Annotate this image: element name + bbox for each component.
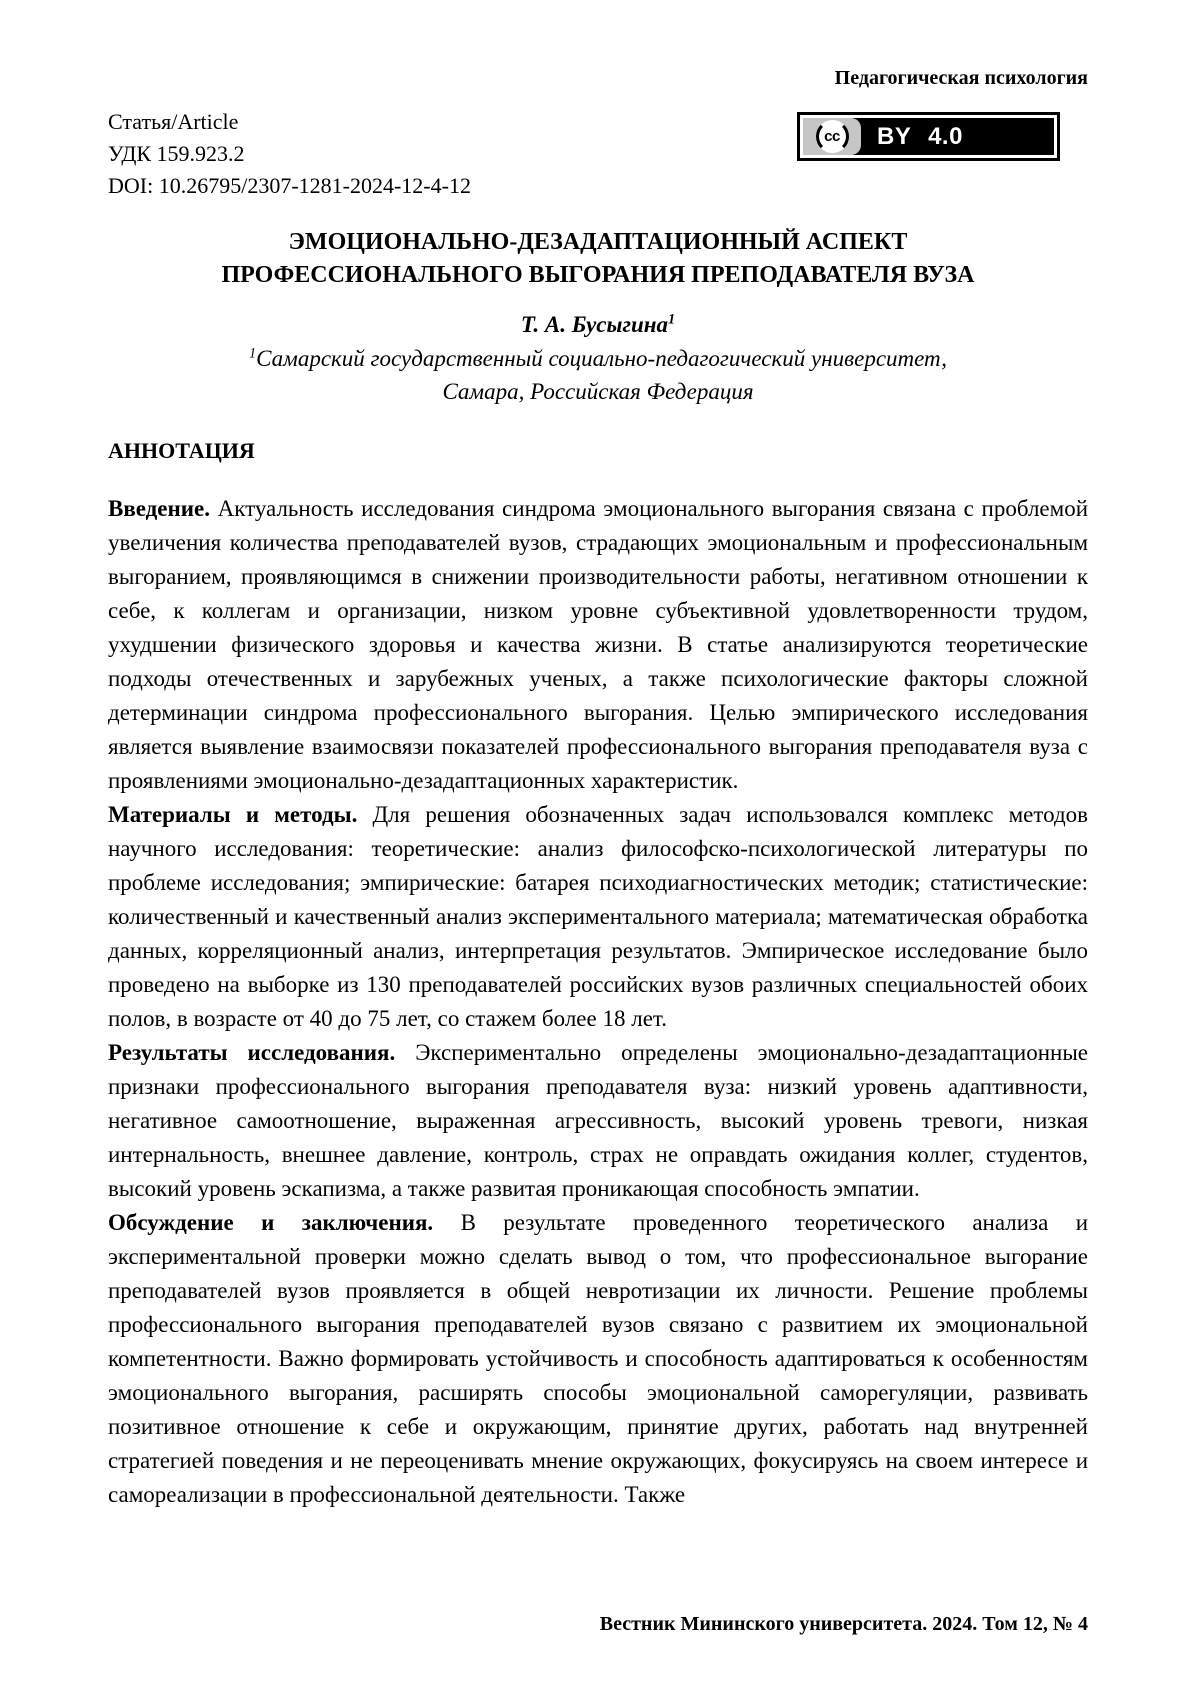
cc-by-license-badge: [797, 112, 1060, 161]
author-affiliation-marker: 1: [668, 311, 676, 328]
article-title-line1: ЭМОЦИОНАЛЬНО-ДЕЗАДАПТАЦИОННЫЙ АСПЕКТ: [288, 229, 908, 255]
affiliation-institution: Самарский государственный социально-педагогический университет,: [256, 346, 947, 371]
affiliation: [108, 342, 1088, 408]
paragraph-label: Введение.: [108, 496, 210, 521]
cc-badge-frame: [800, 115, 1057, 158]
affiliation-marker: 1: [249, 345, 257, 362]
journal-footer: Вестник Мининского университета. 2024. Том 12, № 4: [599, 1613, 1088, 1635]
abstract-paragraph-discussion: [108, 1206, 1088, 1512]
license-label: BY 4.0: [877, 122, 963, 150]
paragraph-label: Результаты исследования.: [108, 1040, 396, 1065]
author-name: Т. А. Бусыгина: [520, 312, 669, 337]
abstract-paragraph-introduction: [108, 492, 1088, 798]
affiliation-location: Самара, Российская Федерация: [442, 379, 754, 404]
cc-logo-panel: [803, 118, 861, 155]
udc-number: УДК 159.923.2: [108, 141, 245, 166]
doi: DOI: 10.26795/2307-1281-2024-12-4-12: [108, 173, 471, 198]
paragraph-text: В результате проведенного теоретического анализа и экспериментальной проверки можно сделать вывод о том, что профессиональное выгорание преподавателей вузов проявляется в общей невротизации их личности. Решение проблемы профессионального выгорания преподавателей вузов связано с развитием их эмоциональной компетентности. Важно формировать устойчивость и способность адаптироваться к особенностям эмоционального выгорания, расширять способы эмоциональной саморегуляции, развивать позитивное отношение к себе и окружающим, принятие других, работать над внутренней стратегией поведения и не переоценивать мнение окружающих, фокусируясь на своем интересе и самореализации в профессиональной деятельности. Также: [108, 1210, 1089, 1507]
paragraph-text: Для решения обозначенных задач использовался комплекс методов научного исследования: теоретические: анализ философско-психологической литературы по проблеме исследования; эмпирические: батарея психодиагностических методик; статистические: количественный и качественный анализ экспериментального материала; математическая обработка данных, корреляционный анализ, интерпретация результатов. Эмпирическое исследование было проведено на выборке из 130 преподавателей российских вузов различных специальностей обоих полов, в возрасте от 40 до 75 лет, со стажем более 18 лет.: [108, 802, 1089, 1031]
cc-icon: cc: [816, 120, 849, 153]
article-title-line2: ПРОФЕССИОНАЛЬНОГО ВЫГОРАНИЯ ПРЕПОДАВАТЕЛЯ ВУЗА: [221, 262, 975, 288]
paragraph-text: Экспериментально определены эмоционально-дезадаптационные признаки профессионального выгорания преподавателя вуза: низкий уровень адаптивности, негативное самоотношение, выраженная агрессивность, высокий уровень тревоги, низкая интернальность, внешнее давление, контроль, страх не оправдать ожидания коллег, студентов, высокий уровень эскапизма, а также развитая проникающая способность эмпатии.: [108, 1040, 1088, 1201]
abstract-heading: АННОТАЦИЯ: [108, 438, 255, 463]
abstract-paragraph-materials: [108, 798, 1088, 1036]
article-title: [108, 226, 1088, 292]
paragraph-text: Актуальность исследования синдрома эмоционального выгорания связана с проблемой увеличения количества преподавателей вузов, страдающих эмоциональным и профессиональным выгоранием, проявляющимся в снижении производительности работы, негативном отношении к себе, к коллегам и организации, низком уровне субъективной удовлетворенности трудом, ухудшении физического здоровья и качества жизни. В статье анализируются теоретические подходы отечественных и зарубежных ученых, а также психологические факторы сложной детерминации синдрома профессионального выгорания. Целью эмпирического исследования является выявление взаимосвязи показателей профессионального выгорания преподавателя вуза с проявлениями эмоционально-дезадаптационных характеристик.: [108, 496, 1088, 793]
author-line: [108, 310, 1088, 340]
paragraph-label: Материалы и методы.: [108, 802, 358, 827]
article-type: Статья/Article: [108, 109, 239, 134]
abstract-body: [108, 492, 1088, 1512]
paragraph-label: Обсуждение и заключения.: [108, 1210, 434, 1235]
journal-section-header: Педагогическая психология: [834, 67, 1088, 89]
abstract-paragraph-results: [108, 1036, 1088, 1206]
